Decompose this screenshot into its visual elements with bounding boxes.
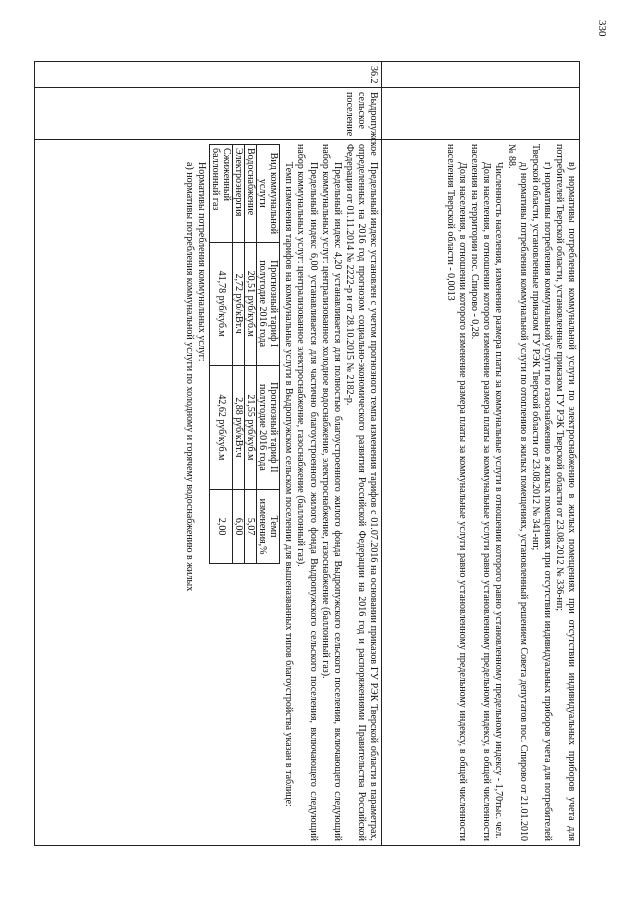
tariff-table-header <box>257 145 280 564</box>
paragraph: Предельный индекс 6,00 устанавливается для частично благоустроенного жилого фонда Выдропужского сельского поселения, включающего следующий набор коммунальных услуг: централизованное электроснабжение, газоснабжение (баллонный газ). <box>295 144 319 841</box>
paragraph: а) нормативы потребления коммунальной услуги по холодному и горячему водоснабжению в жилых <box>184 162 196 592</box>
table-cell: 6,00 <box>233 490 245 564</box>
paragraph: Нормативы потребления коммунальных услуг: <box>196 162 208 362</box>
table-cell: Сжиженный баллонный газ <box>210 145 233 243</box>
table-cell: 41,78 руб/куб.м <box>210 242 233 365</box>
regulation-table <box>34 61 580 846</box>
row-number-cell-empty <box>382 62 580 88</box>
table-row-36-2 <box>35 62 382 846</box>
table-row <box>233 145 245 564</box>
tariff-table-body <box>210 145 257 564</box>
main-paragraphs-before <box>282 144 379 841</box>
table-cell: 20,51 руб/куб.м <box>245 242 257 365</box>
continued-content-cell <box>382 140 580 846</box>
continued-paragraphs <box>444 144 577 841</box>
paragraph: Доля населения, в отношении которого изменение размера платы за коммунальные услуги равно установленному предельному индексу, в общей численности населения Тверской области - 0,0013 <box>445 144 469 841</box>
table-row <box>245 145 257 564</box>
tariff-column-header: Прогнозный тариф II полугодие 2016 года <box>257 365 280 489</box>
table-cell: 21,55 руб/куб.м <box>245 365 257 489</box>
paragraph: Численность населения, изменение размера платы за коммунальные услуги в отношении которого равно установленному предельному индексу - 1,70тыс. чел. <box>493 162 505 839</box>
paragraph: в) нормативы потребления коммунальной услуги по электроснабжению в жилых помещениях при отсутствии индивидуальных приборов учета для потребителей Тверской области, установленные приказом ГУ РЭК Тверской области от 23.08.2012 № 336-нп; <box>553 144 577 841</box>
main-content-cell <box>35 140 382 846</box>
table-cell: 2,00 <box>210 490 233 564</box>
paragraph: Предельный индекс 4,20 устанавливается для полностью благоустроенного жилого фонда Выдропужского сельского поселения, включающего следующий набор коммунальных услуг: централизованное холодное водоснабжение, электроснабжение, газоснабжение (баллонный газ). <box>319 144 343 841</box>
table-cell: 2,88 руб/кВт.ч <box>233 365 245 489</box>
table-cell: Водоснабжение <box>245 145 257 243</box>
paragraph: д) нормативы потребления коммунальной услуги по отоплению в жилых помещениях, установленный решением Совета депутатов пос. Спирово от 21.01.2010 № 88. <box>505 144 529 841</box>
tariff-table <box>209 144 280 564</box>
table-cell: 42,62 руб/куб.м <box>210 365 233 489</box>
paragraph: Доля населения, в отношении которого изменение размера платы за коммунальные услуги равно установленному предельному индексу, в общей численности населения на территории пос. Спирово - 0,28. <box>469 144 493 841</box>
rotated-page <box>34 61 580 846</box>
paragraph: Темп изменения тарифов на коммунальные услуги в Выдропужском сельском поселении для вышеназванных типов благоустройства указан в таблице: <box>283 162 295 807</box>
page-number: 330 <box>596 19 608 37</box>
row-number: 36.2 <box>35 62 382 88</box>
table-cell: 5,07 <box>245 490 257 564</box>
tariff-column-header: Темп изменения,% <box>257 490 280 564</box>
paragraph: г) нормативы потребления коммунальной услуги по газоснабжению в жилых помещениях при отсутствии индивидуальных приборов учета для потребителей Тверской области, установленные приказом ГУ РЭК Тверской области от 23.08.2012 № 341-нп; <box>529 144 553 841</box>
table-row <box>210 145 233 564</box>
tariff-column-header: Вид коммунальной услуги <box>257 145 280 243</box>
row-name-cell-empty <box>382 88 580 140</box>
table-cell: Электроэнергия <box>233 145 245 243</box>
table-row-continued <box>382 62 580 846</box>
table-cell: 2,72 руб/кВт.ч <box>233 242 245 365</box>
settlement-name: Выдропужское сельское поселение <box>35 88 382 140</box>
paragraph: Предельный индекс установлен с учетом прогнозного темпа изменения тарифов с 01.07.2016 на основании приказов ГУ РЭК Тверской области в параметрах, определенных на 2016 год прогнозом социально-экономического развития Российской Федерации на 2016 год и распоряжениями Правительства Российской Федерации от 01.11.2014 № 2222-р и от 28.10.2015 № 2182-р. <box>343 144 379 841</box>
tariff-column-header: Прогнозный тариф I полугодие 2016 года <box>257 242 280 365</box>
main-paragraphs-after <box>183 144 207 841</box>
